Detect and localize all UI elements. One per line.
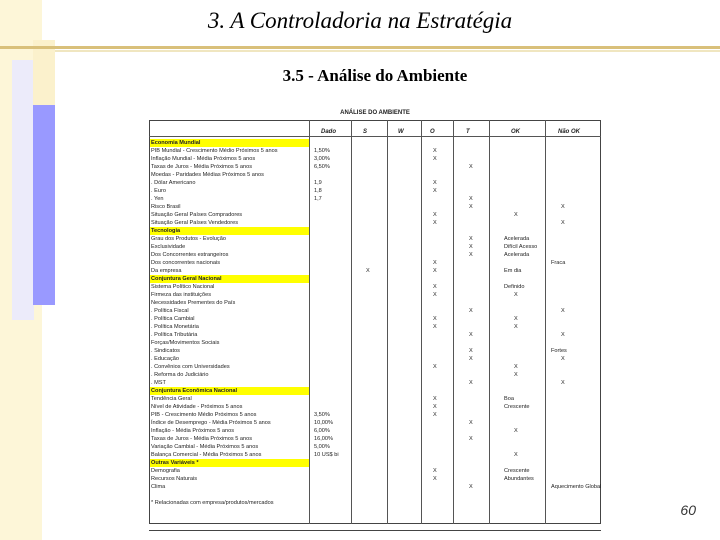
column-header: Dado xyxy=(321,129,336,135)
slide-subtitle: 3.5 - Análise do Ambiente xyxy=(282,66,468,85)
cell-ok: Crescente xyxy=(504,468,530,474)
cell-ok: Definido xyxy=(504,284,525,290)
cell-dado: 3,50% xyxy=(314,412,330,418)
cell-dado: 1,8 xyxy=(314,188,322,194)
cell-o: X xyxy=(433,268,437,274)
row-label: Exclusividade xyxy=(151,244,186,250)
slide-title: 3. A Controladoria na Estratégia xyxy=(207,8,513,33)
cell-o: X xyxy=(433,220,437,226)
cell-s: X xyxy=(366,268,370,274)
row-label: Tendência Geral xyxy=(151,396,192,402)
cell-o: X xyxy=(433,180,437,186)
cell-nok: Aquecimento Global xyxy=(551,484,602,490)
cell-t: X xyxy=(469,332,473,338)
row-label: Inflação - Média Próximos 5 anos xyxy=(151,428,235,434)
cell-t: X xyxy=(469,244,473,250)
row-label: Variação Cambial - Média Próximos 5 anos xyxy=(151,444,259,450)
cell-t: X xyxy=(469,356,473,362)
cell-t: X xyxy=(469,348,473,354)
cell-o: X xyxy=(433,316,437,322)
cell-t: X xyxy=(469,236,473,242)
row-label: Balança Comercial - Média Próximos 5 anos xyxy=(151,452,262,458)
cell-o: X xyxy=(433,412,437,418)
row-label: Risco Brasil xyxy=(151,204,181,210)
row-label: Clima xyxy=(151,484,166,490)
cell-nok: Fortes xyxy=(551,348,567,354)
row-label: . Educação xyxy=(151,356,179,362)
row-label: Forças/Movimentos Sociais xyxy=(151,340,220,346)
row-label: . Política Cambial xyxy=(151,316,195,322)
cell-ok: X xyxy=(514,364,518,370)
cell-ok: Acelerada xyxy=(504,236,530,242)
cell-ok: X xyxy=(514,428,518,434)
column-header: O xyxy=(430,129,435,135)
cell-o: X xyxy=(433,212,437,218)
column-header: S xyxy=(363,129,368,135)
row-label: * Relacionadas com empresa/produtos/mercados xyxy=(151,500,274,506)
row-label: . Sindicatos xyxy=(151,348,180,354)
title-underline-shadow xyxy=(55,50,720,52)
cell-nok: X xyxy=(561,332,565,338)
cell-ok: Em dia xyxy=(504,268,522,274)
cell-ok: X xyxy=(514,372,518,378)
cell-t: X xyxy=(469,420,473,426)
cell-ok: Boa xyxy=(504,396,514,402)
row-label: . MST xyxy=(151,380,166,386)
decor-bar-pale xyxy=(12,60,34,320)
cell-dado: 6,00% xyxy=(314,428,330,434)
cell-dado: 5,00% xyxy=(314,444,330,450)
column-header: OK xyxy=(511,129,520,135)
cell-ok: Acelerada xyxy=(504,252,530,258)
cell-dado: 1,7 xyxy=(314,196,322,202)
cell-o: X xyxy=(433,476,437,482)
cell-t: X xyxy=(469,380,473,386)
row-label: . Yen xyxy=(151,196,164,202)
row-label: Demografia xyxy=(151,468,180,474)
cell-t: X xyxy=(469,164,473,170)
cell-dado: 6,50% xyxy=(314,164,330,170)
cell-t: X xyxy=(469,204,473,210)
cell-ok: X xyxy=(514,324,518,330)
row-label: Sistema Político Nacional xyxy=(151,284,215,290)
column-header: W xyxy=(398,129,404,135)
row-label: . Reforma do Judiciário xyxy=(151,372,209,378)
row-label: . Política Monetária xyxy=(151,324,199,330)
cell-o: X xyxy=(433,404,437,410)
row-label: . Euro xyxy=(151,188,166,194)
cell-dado: 1,9 xyxy=(314,180,322,186)
cell-t: X xyxy=(469,196,473,202)
section-label: Economia Mundial xyxy=(151,140,201,146)
cell-nok: X xyxy=(561,380,565,386)
column-header: Não OK xyxy=(558,129,581,135)
table-heading: ANÁLISE DO AMBIENTE xyxy=(340,110,410,116)
cell-t: X xyxy=(469,436,473,442)
page-number: 60 xyxy=(680,502,696,518)
row-label: Dos concorrentes nacionais xyxy=(151,260,221,266)
cell-dado: 3,00% xyxy=(314,156,330,162)
row-label: Recursos Naturais xyxy=(151,476,198,482)
cell-ok: Crescente xyxy=(504,404,530,410)
cell-o: X xyxy=(433,324,437,330)
cell-t: X xyxy=(469,484,473,490)
column-divider xyxy=(387,120,388,524)
row-label: . Convênios com Universidades xyxy=(151,364,230,370)
cell-nok: X xyxy=(561,204,565,210)
cell-o: X xyxy=(433,468,437,474)
cell-dado: 16,00% xyxy=(314,436,333,442)
column-divider xyxy=(489,120,490,524)
column-header: T xyxy=(466,129,470,135)
column-divider xyxy=(421,120,422,524)
column-divider xyxy=(309,120,310,524)
cell-dado: 10 US$ bi xyxy=(314,452,339,458)
environment-analysis-table xyxy=(149,110,601,524)
row-label: Taxas de Juros - Média Próximos 5 anos xyxy=(151,164,253,170)
cell-ok: Difícil Acesso xyxy=(504,244,538,250)
cell-o: X xyxy=(433,284,437,290)
row-label: Nível de Atividade - Próximos 5 anos xyxy=(151,404,243,410)
cell-o: X xyxy=(433,156,437,162)
cell-ok: Abundantes xyxy=(504,476,534,482)
decor-bar-violet xyxy=(33,105,55,305)
cell-o: X xyxy=(433,292,437,298)
cell-o: X xyxy=(433,364,437,370)
section-label: Outras Variáveis * xyxy=(151,460,199,466)
section-label: Tecnologia xyxy=(151,228,181,234)
title-underline xyxy=(0,46,720,49)
row-label: Firmeza das instituições xyxy=(151,292,211,298)
row-label: Moedas - Paridades Médias Próximos 5 anos xyxy=(151,172,264,178)
column-divider xyxy=(453,120,454,524)
cell-o: X xyxy=(433,188,437,194)
row-label: Situação Geral Países Compradores xyxy=(151,212,243,218)
row-label: Situação Geral Países Vendedores xyxy=(151,220,239,226)
cell-t: X xyxy=(469,308,473,314)
cell-nok: Fraca xyxy=(551,260,566,266)
cell-ok: X xyxy=(514,316,518,322)
cell-nok: X xyxy=(561,308,565,314)
column-divider xyxy=(545,120,546,524)
section-label: Conjuntura Geral Nacional xyxy=(151,276,222,282)
row-label: Taxas de Juros - Média Próximos 5 anos xyxy=(151,436,253,442)
cell-t: X xyxy=(469,252,473,258)
cell-o: X xyxy=(433,260,437,266)
cell-dado: 1,50% xyxy=(314,148,330,154)
row-label: . Dólar Americano xyxy=(151,180,196,186)
cell-nok: X xyxy=(561,356,565,362)
cell-ok: X xyxy=(514,452,518,458)
cell-ok: X xyxy=(514,212,518,218)
table-bottom-line xyxy=(149,530,601,531)
cell-o: X xyxy=(433,396,437,402)
row-label: Índice de Desemprego - Média Próximos 5 anos xyxy=(151,420,271,426)
row-label: Da empresa xyxy=(151,268,182,274)
cell-dado: 10,00% xyxy=(314,420,333,426)
cell-o: X xyxy=(433,148,437,154)
header-rule xyxy=(149,136,601,137)
cell-ok: X xyxy=(514,292,518,298)
row-label: Necessidades Prementes do País xyxy=(151,300,236,306)
row-label: . Política Fiscal xyxy=(151,308,189,314)
row-label: PIB - Crescimento Médio Próximos 5 anos xyxy=(151,412,257,418)
section-label: Conjuntura Econômica Nacional xyxy=(151,388,238,394)
row-label: Dos Concorrentes estrangeiros xyxy=(151,252,229,258)
cell-nok: X xyxy=(561,220,565,226)
row-label: PIB Mundial - Crescimento Médio Próximos 5 anos xyxy=(151,148,278,154)
row-label: . Política Tributária xyxy=(151,332,198,338)
row-label: Inflação Mundial - Média Próximos 5 anos xyxy=(151,156,256,162)
row-label: Grau dos Produtos - Evolução xyxy=(151,236,226,242)
column-divider xyxy=(351,120,352,524)
